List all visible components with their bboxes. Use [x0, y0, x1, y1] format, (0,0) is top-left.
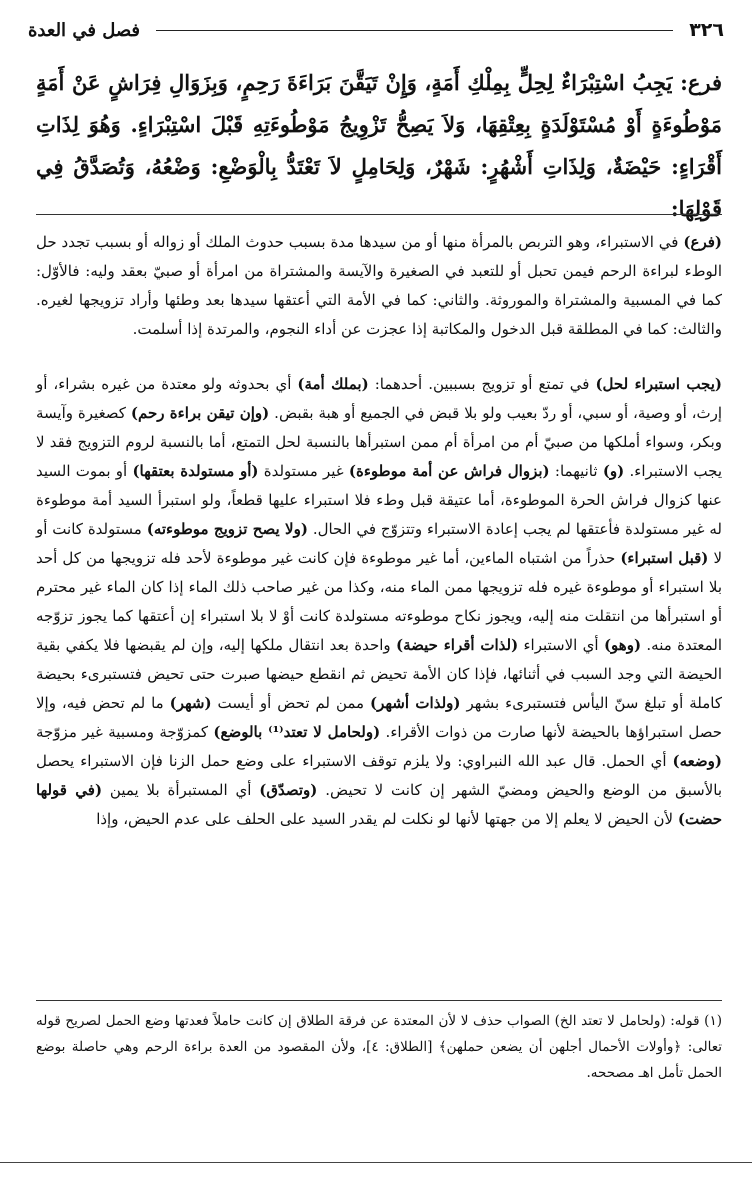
paragraph-lead: (فرع) — [683, 233, 722, 251]
page-bottom-rule — [0, 1162, 752, 1163]
chapter-title: فصل في العدة — [28, 19, 141, 41]
matn-quote: (أو مستولدة بعتقها) — [132, 462, 259, 480]
commentary-text: أو بموت السيد عنها كزوال فراش الحرة الموطوءة، أما عتيقة قبل وطء فلا استبراء عليها قطعاً، ولو استبرأ السيد أمة موطوءة له غير مستولدة فأعتقها لم يجب إعادة الاستبراء وتتزوّج في الحال. — [36, 462, 722, 538]
commentary-text: مستولدة كانت أو لا — [36, 520, 723, 567]
matn-quote: (و) — [602, 462, 625, 480]
matn-quote: (شهر) — [169, 694, 212, 712]
commentary-text: لأن الحيض لا يعلم إلا من جهتها لأنها لو نكلت لم يقدر السيد على الحلف على عدم الحيض، وإذا — [96, 810, 678, 828]
commentary-text: أي الاستبراء — [518, 636, 604, 654]
matn-divider — [36, 214, 722, 215]
footnote-divider — [36, 1000, 722, 1001]
commentary-text: أي الحمل. قال عبد الله النبراوي: ولا يلزم توقف الاستبراء على وضع حمل الزنا فإن الاستبراء يحصل بالأسبق من الوضع والحيض ومضيّ الشهر إن كانت لا تحيض. — [36, 752, 722, 799]
matn-quote: (وهو) — [603, 636, 642, 654]
commentary-text: غير مستولدة — [258, 462, 349, 480]
matn-quote: (ولا يصح تزويج موطوءته) — [146, 520, 308, 538]
matn-text: فرع: يَجِبُ اسْتِبْرَاءٌ لِحِلٍّ بِمِلْكِ أَمَةٍ، وَإِنْ تَيَقَّنَ بَرَاءَةَ رَحِمٍ، وَبِزَوَالِ فِرَاشٍ عَنْ أَمَةٍ مَوْطُوءَةٍ أَوْ مُسْتَوْلَدَةٍ بِعِتْقِهَا، وَلاَ يَصِحُّ تَزْوِيجُ مَوْطُوءَتِهِ قَبْلَ اسْتِبْرَاءٍ. وَهُوَ لِذَاتِ أَقْرَاءٍ: حَيْضَةٌ، وَلِذَاتِ أَشْهُرٍ: شَهْرٌ، وَلِحَامِلٍ لاَ تَعْتَدُّ بِالْوَضْعِ: وَضْعُهُ، وَتُصَدَّقُ فِي قَوْلِهَا: — [36, 70, 722, 221]
matn-quote: (ولحامل لا تعتد⁽¹⁾ بالوضع) — [213, 723, 381, 741]
matn-quote: (ولذات أشهر) — [370, 694, 461, 712]
matn-quote: (لذات أقراء حيضة) — [395, 636, 519, 654]
matn-quote: (وإن تيقن براءة رحم) — [130, 404, 270, 422]
footnote: (١) قوله: (ولحامل لا تعتد الخ) الصواب حذف لا لأن المعتدة عن فرقة الطلاق إن كانت حاملاً فعدتها وضع الحمل لصريح قوله تعالى: ﴿وأولات الأحمال أجلهن أن يضعن حملهن﴾ [الطلاق: ٤]، ولأن المقصود من العدة براءة الرحم وهي حاصلة بوضع الحمل تأمل اهـ مصححه. — [36, 1013, 722, 1081]
commentary-text: أي بحدوثه ولو معتدة من غيره بشراء، أو إرث، أو وصية، أو سبي، أو ردّ بعيب ولو بلا قبض في الجميع أو هبة بقبض. — [36, 375, 723, 422]
commentary-text: ما لم تحض فيه، وإلا حصل استبراؤها بالحيضة لأنها صارت من ذوات الأقراء. — [36, 694, 722, 741]
matn-quote: (في قولها حضت) — [36, 781, 722, 828]
matn-quote: (وضعه) — [672, 752, 722, 770]
commentary-text: واحدة بعد انتقال ملكها إليه، وإن لم يقبضها فلا يكفي بقية الحيضة التي وجد السبب في أثنائها، فإذا كان الأمة تحيض ثم انقطع حيضها صبرت حتى تحيض فتستبرىء بحيضة كاملة أو تبلغ سنّ اليأس فتستبرىء بشهر — [36, 636, 722, 712]
commentary-text: أي المستبرأة بلا يمين — [102, 781, 260, 799]
commentary-text: في تمتع أو تزويج بسببين. أحدهما: — [368, 375, 596, 393]
commentary-paragraph-2 — [36, 370, 722, 834]
commentary-text: ممن لم تحض أو أيست — [211, 694, 371, 712]
commentary-paragraph-1 — [36, 228, 722, 344]
commentary-text: كصغيرة وآيسة وبكر، وسواء أملكها من صبيّ أم من امرأة أم ممن استبرأها بالنسبة لحل التمتع، أما بالنسبة لروم التزويج فقد لا يجب الاستبراء. — [36, 404, 723, 480]
matn-quote: (يجب استبراء لحل) — [595, 375, 723, 393]
header-rule — [156, 30, 673, 31]
matn-quote: (بملك أمة) — [297, 375, 369, 393]
paragraph-body: في الاستبراء، وهو التربص بالمرأة منها أو من سيدها مدة بسبب حدوث الملك أو زواله أو بسبب تجدد حل الوطء لبراءة الرحم فيمن تحبل أو للتعبد في الصغيرة والآيسة والمشتراة من امرأة أو صبيّ بعقد وليه: فالأوّل: كما في المسبية والمشتراة والموروثة. والثاني: كما في الأمة التي أعتقها سيدها بعد وطئها وأراد تزويجها لغيره. والثالث: كما في المطلقة قبل الدخول والمكاتبة إذا عجزت عن أداء النجوم، والمرتدة إذا أسلمت. — [36, 233, 722, 338]
matn-quote: (بزوال فراش عن أمة موطوءة) — [348, 462, 550, 480]
page-header — [28, 12, 724, 48]
matn-quote: (وتصدّق) — [259, 781, 318, 799]
commentary-text: حذراً من اشتباه الماءين، أما غير موطوءة فإن كانت غير موطوءة لأحد فله تزويجها من كل أحد بلا استبراء أو موطوءة غيره فله تزويجها ممن الماء منه، وكذا من غير صاحب ذلك الماء إذا كان الماء غير محترم أو استبرأها من انتقلت منه إليه، ويجوز نكاح موطوءته مستولدة كانت أوْ لا بلا استبراء إن أعتقها كما يجوز تزوّجه المعتدة منه. — [36, 549, 722, 654]
commentary-text: كمزوّجة ومسبية غير مزوّجة — [36, 723, 214, 741]
matn-quote: (قبل استبراء) — [620, 549, 709, 567]
commentary-text: ثانيهما: — [549, 462, 603, 480]
page-number: ٣٢٦ — [689, 19, 724, 41]
